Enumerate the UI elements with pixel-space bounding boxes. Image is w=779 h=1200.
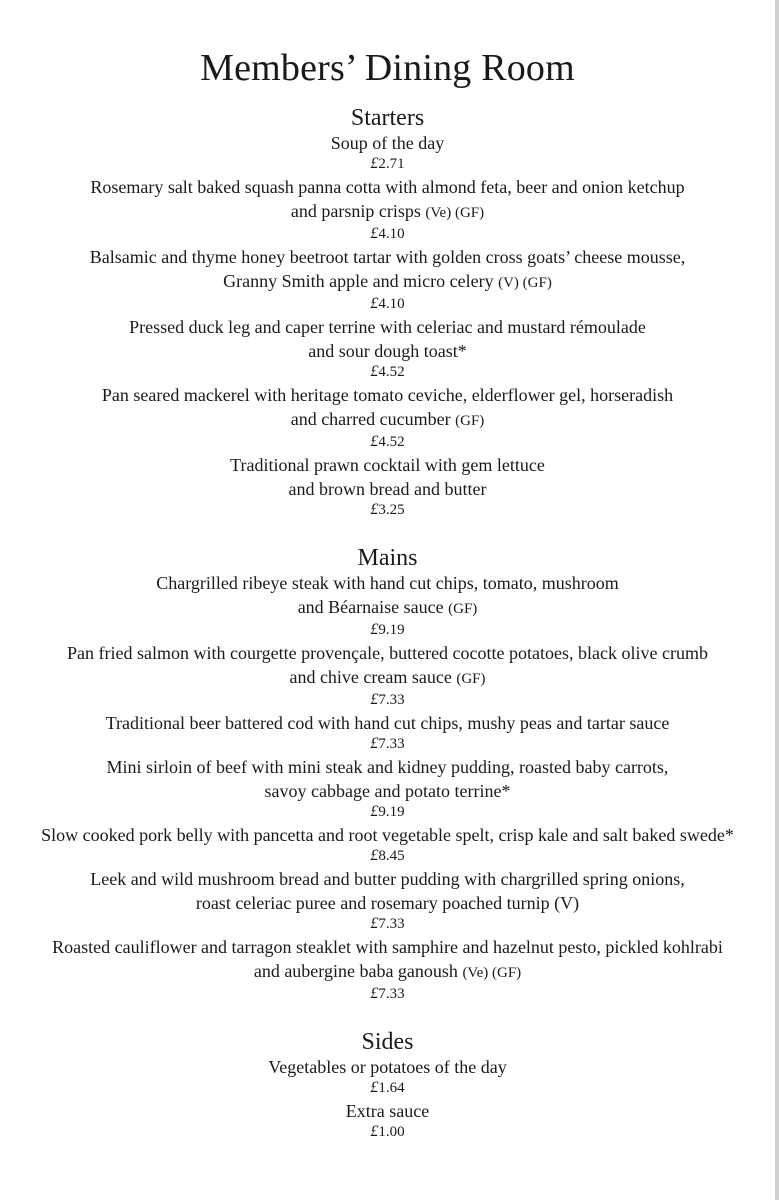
dish-price [0,500,775,520]
dish-description-line-1 [0,1056,779,1078]
dish-text: Extra sauce [345,1101,430,1121]
dish-text: Leek and wild mushroom bread and butter pudding with chargrilled spring onions, [90,869,685,889]
menu-item [0,132,775,174]
currency-symbol: £ [370,803,379,820]
menu-item [0,1100,775,1142]
price-amount: 4.10 [378,296,405,312]
dish-price [0,802,775,822]
dish-price [0,224,775,244]
dietary-tags: (GF) [448,601,478,617]
dietary-tags: (Ve) (GF) [462,965,522,981]
menu-item [0,712,775,754]
dish-text: and brown bread and butter [288,479,487,499]
dish-price [0,734,775,754]
dish-text: Soup of the day [330,133,445,153]
dish-price [0,432,775,452]
dish-text: Pan seared mackerel with heritage tomato ceviche, elderflower gel, horseradish [101,385,674,405]
dish-text: Mini sirloin of beef with mini steak and kidney pudding, roasted baby carrots, [106,757,669,777]
dish-description-line-1 [0,316,779,338]
dish-text: and parsnip crisps [290,201,421,221]
dish-description-line-2 [0,960,779,984]
dish-description-line-2 [0,666,779,690]
dish-description-line-1 [0,1100,779,1122]
menu-title: Members’ Dining Room [200,47,575,89]
currency-symbol: £ [370,985,379,1002]
dish-description-line-1 [0,384,779,406]
dish-text: and chive cream sauce [289,667,452,687]
dish-description-line-2 [0,478,779,500]
price-amount: 7.33 [378,692,405,708]
currency-symbol: £ [370,295,379,312]
dish-price [0,620,775,640]
dish-text: savoy cabbage and potato terrine* [264,781,511,801]
dish-text: and charred cucumber [290,409,451,429]
dish-price [0,984,775,1004]
menu-item [0,384,775,452]
dish-description-line-2 [0,596,779,620]
dish-text: Vegetables or potatoes of the day [268,1057,507,1077]
dish-text: Chargrilled ribeye steak with hand cut chips, tomato, mushroom [156,573,619,593]
dish-description-line-1 [0,132,779,154]
price-amount: 3.25 [378,502,405,518]
price-amount: 4.10 [378,226,405,242]
menu-item [0,824,775,866]
currency-symbol: £ [370,1079,379,1096]
dish-description-line-1 [0,756,779,778]
dish-description-line-1 [0,712,779,734]
dietary-tags: (Ve) (GF) [425,205,485,221]
section-heading: Mains [357,545,418,571]
dish-text: roast celeriac puree and rosemary poached turnip (V) [195,893,580,913]
price-amount: 7.33 [378,916,405,932]
dish-text: Rosemary salt baked squash panna cotta with almond feta, beer and onion ketchup [90,177,685,197]
menu-item [0,176,775,244]
dish-text: Balsamic and thyme honey beetroot tartar with golden cross goats’ cheese mousse, [89,247,686,267]
currency-symbol: £ [370,691,379,708]
menu-item [0,642,775,710]
dish-text: Roasted cauliflower and tarragon steaklet with samphire and hazelnut pesto, pickled kohlrabi [52,937,723,957]
dish-text: Granny Smith apple and micro celery [223,271,494,291]
menu-item [0,756,775,822]
dish-price [0,1078,775,1098]
dish-description-line-1 [0,176,779,198]
dish-description-line-1 [0,642,779,664]
price-amount: 9.19 [378,622,405,638]
menu-sections [0,104,775,1142]
menu-item [0,454,775,520]
currency-symbol: £ [370,225,379,242]
dish-price [0,690,775,710]
dish-description-line-1 [0,246,779,268]
dish-text: and sour dough toast* [308,341,467,361]
dietary-tags: (GF) [456,671,486,687]
price-amount: 1.00 [378,1124,405,1140]
price-amount: 7.33 [378,736,405,752]
dish-text: Pan fried salmon with courgette provençale, buttered cocotte potatoes, black olive crumb [67,643,708,663]
currency-symbol: £ [370,621,379,638]
dish-description-line-2 [0,780,779,802]
menu-item [0,936,775,1004]
dish-text: Slow cooked pork belly with pancetta and root vegetable spelt, crisp kale and salt baked swede* [41,825,734,845]
dish-price [0,914,775,934]
dish-description-line-2 [0,340,779,362]
currency-symbol: £ [370,1123,379,1140]
dish-text: and Béarnaise sauce [297,597,444,617]
section-sides [0,1028,775,1142]
dish-description-line-1 [0,824,779,846]
currency-symbol: £ [370,501,379,518]
currency-symbol: £ [370,915,379,932]
dish-description-line-1 [0,868,779,890]
dish-description-line-2 [0,408,779,432]
price-amount: 9.19 [378,804,405,820]
menu-item [0,246,775,314]
dish-text: and aubergine baba ganoush [253,961,458,981]
menu-item [0,1056,775,1098]
price-amount: 4.52 [378,434,405,450]
dietary-tags: (V) (GF) [498,275,552,291]
dish-price [0,154,775,174]
dish-price [0,1122,775,1142]
dish-description-line-2 [0,892,779,914]
dish-description-line-1 [0,454,779,476]
dish-price [0,846,775,866]
section-heading: Sides [361,1029,414,1055]
section-mains [0,544,775,1004]
dish-description-line-2 [0,200,779,224]
dish-description-line-1 [0,572,779,594]
menu-item [0,572,775,640]
menu-item [0,316,775,382]
menu-item [0,868,775,934]
dish-price [0,362,775,382]
price-amount: 7.33 [378,986,405,1002]
price-amount: 1.64 [378,1080,405,1096]
currency-symbol: £ [370,847,379,864]
section-starters [0,104,775,520]
currency-symbol: £ [370,735,379,752]
section-heading: Starters [350,105,425,131]
currency-symbol: £ [370,155,379,172]
dietary-tags: (GF) [455,413,485,429]
dish-description-line-2 [0,270,779,294]
currency-symbol: £ [370,433,379,450]
dish-text: Traditional prawn cocktail with gem lettuce [230,455,545,475]
price-amount: 4.52 [378,364,405,380]
dish-text: Pressed duck leg and caper terrine with celeriac and mustard rémoulade [129,317,646,337]
price-amount: 2.71 [378,156,405,172]
dish-price [0,294,775,314]
price-amount: 8.45 [378,848,405,864]
dish-description-line-1 [0,936,779,958]
currency-symbol: £ [370,363,379,380]
dish-text: Traditional beer battered cod with hand cut chips, mushy peas and tartar sauce [105,713,670,733]
